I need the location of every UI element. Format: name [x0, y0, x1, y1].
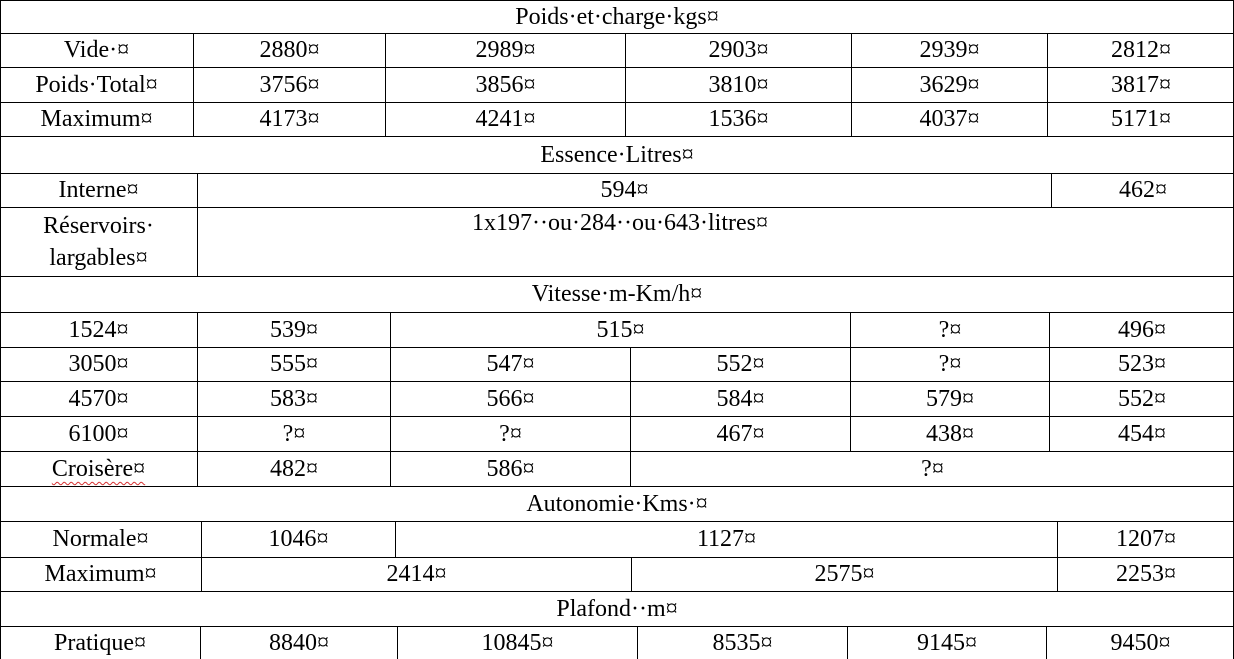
table-cell: ?¤ [850, 313, 1049, 347]
section-title: Plafond··m¤ [556, 595, 678, 622]
table-row-total-weight [0, 67, 1234, 102]
table-cell: 8535¤ [637, 627, 847, 659]
row-label: Pratique¤ [54, 629, 146, 656]
cruise-label: Croisère¤ [51, 455, 146, 482]
table-cell: 1207¤ [1057, 522, 1234, 557]
table-cell: 3629¤ [851, 68, 1047, 102]
section-header-fuel [0, 136, 1234, 173]
row-label: Interne¤ [58, 177, 139, 204]
table-row-empty-weight [0, 33, 1234, 67]
section-header-ceiling [0, 591, 1234, 626]
table-cell: 10845¤ [397, 627, 637, 659]
table-row-speed-1524 [0, 312, 1234, 347]
section-header-speed [0, 276, 1234, 312]
row-label: Poids·Total¤ [35, 71, 158, 98]
table-cell [197, 208, 1234, 276]
table-row-max-weight [0, 102, 1234, 136]
table-row-drop-tanks [0, 207, 1234, 276]
table-cell: 3810¤ [625, 68, 851, 102]
table-row-normal-range [0, 521, 1234, 557]
table-cell: 4173¤ [193, 103, 385, 136]
row-label: 6100¤ [68, 420, 129, 447]
table-cell: ?¤ [630, 452, 1234, 486]
table-row-internal-fuel [0, 173, 1234, 207]
table-cell: 9450¤ [1046, 627, 1234, 659]
table-cell: 552¤ [1049, 382, 1234, 416]
table-cell: 2939¤ [851, 34, 1047, 67]
table-cell: ?¤ [850, 348, 1049, 381]
section-title: Vitesse·m-Km/h¤ [531, 281, 703, 308]
table-cell: 2414¤ [201, 558, 631, 591]
table-cell: 583¤ [197, 382, 390, 416]
table-row-service-ceiling [0, 626, 1234, 659]
table-cell: 3856¤ [385, 68, 625, 102]
table-row-speed-3050 [0, 347, 1234, 381]
drop-tank-capacity: 1x197··ou·284··ou·643·litres¤ [472, 210, 768, 236]
table-cell: 2989¤ [385, 34, 625, 67]
table-cell: 3756¤ [193, 68, 385, 102]
row-label-line: largables¤ [49, 245, 148, 271]
table-cell: 462¤ [1051, 174, 1234, 207]
table-cell: 1127¤ [395, 522, 1057, 557]
table-cell: ?¤ [197, 417, 390, 451]
table-cell: 1536¤ [625, 103, 851, 136]
table-cell: 2903¤ [625, 34, 851, 67]
table-cell: 552¤ [630, 348, 850, 381]
row-label [0, 208, 197, 276]
table-cell: 1046¤ [201, 522, 395, 557]
table-row-cruise-speed [0, 451, 1234, 486]
row-label [0, 452, 197, 486]
section-title: Autonomie·Kms·¤ [526, 490, 708, 517]
table-cell: ?¤ [390, 417, 630, 451]
table-cell: 584¤ [630, 382, 850, 416]
table-cell: 515¤ [390, 313, 850, 347]
table-cell: 4241¤ [385, 103, 625, 136]
section-header-weight [0, 0, 1234, 33]
table-cell: 3817¤ [1047, 68, 1234, 102]
row-label: Maximum¤ [44, 561, 157, 588]
section-title: Essence·Litres¤ [540, 141, 694, 168]
table-cell: 482¤ [197, 452, 390, 486]
table-cell: 539¤ [197, 313, 390, 347]
table-cell: 523¤ [1049, 348, 1234, 381]
row-label-line: Réservoirs· [43, 213, 154, 239]
table-cell: 9145¤ [847, 627, 1046, 659]
table-cell: 4037¤ [851, 103, 1047, 136]
table-cell: 555¤ [197, 348, 390, 381]
row-label: 4570¤ [68, 385, 129, 412]
table-cell: 438¤ [850, 417, 1049, 451]
table-cell: 547¤ [390, 348, 630, 381]
table-cell: 496¤ [1049, 313, 1234, 347]
table-cell: 579¤ [850, 382, 1049, 416]
row-label: Vide·¤ [63, 37, 130, 64]
table-cell: 454¤ [1049, 417, 1234, 451]
row-label: 3050¤ [68, 351, 129, 378]
table-row-max-range [0, 557, 1234, 591]
table-cell: 586¤ [390, 452, 630, 486]
table-cell: 5171¤ [1047, 103, 1234, 136]
section-header-range [0, 486, 1234, 521]
table-cell: 8840¤ [200, 627, 397, 659]
table-cell: 2253¤ [1057, 558, 1234, 591]
table-cell: 2812¤ [1047, 34, 1234, 67]
table-cell: 2880¤ [193, 34, 385, 67]
table-row-speed-4570 [0, 381, 1234, 416]
table-cell: 2575¤ [631, 558, 1057, 591]
table-cell: 467¤ [630, 417, 850, 451]
table-cell: 566¤ [390, 382, 630, 416]
row-label: Maximum¤ [40, 106, 153, 133]
table-row-speed-6100 [0, 416, 1234, 451]
table-cell: 594¤ [197, 174, 1051, 207]
section-title: Poids·et·charge·kgs¤ [515, 3, 719, 30]
row-label: 1524¤ [68, 316, 129, 343]
row-label: Normale¤ [52, 526, 149, 553]
